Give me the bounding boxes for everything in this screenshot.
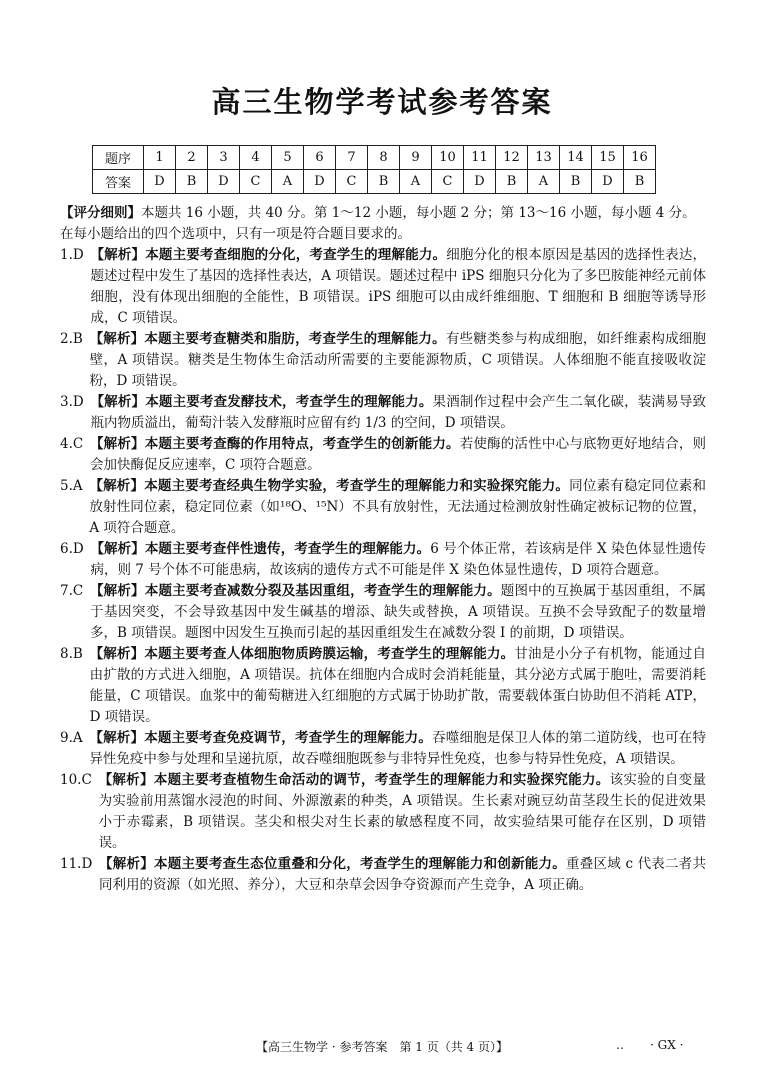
explanation-item <box>60 854 706 896</box>
question-number-cell: 6 <box>304 146 336 170</box>
answer-cell: C <box>240 170 272 194</box>
item-number: 9.A <box>60 730 83 746</box>
item-number: 3.D <box>60 394 84 410</box>
question-number-cell: 7 <box>336 146 368 170</box>
explanation-list <box>60 245 706 896</box>
item-lead: 本题主要考查细胞的分化，考查学生的理解能力。 <box>145 247 447 263</box>
analysis-tag: 【解析】 <box>89 478 145 494</box>
item-number: 2.B <box>60 331 83 347</box>
item-body: 该实验的自变量为实验前用蒸馏水浸泡的时间、外源激素的种类，A 项错误。生长素对豌豆幼苗茎段生长的促进效果小于赤霉素，B 项错误。茎尖和根尖对生长素的敏感程度不同，故实验结果可能存在区别，D 项错误。 <box>98 772 706 851</box>
item-number: 8.B <box>60 646 83 662</box>
answer-cell: A <box>272 170 304 194</box>
item-body: 细胞分化的根本原因是基因的选择性表达，题述过程中发生了基因的选择性表达，A 项错误。题述过程中 iPS 细胞只分化为了多巴胺能神经元前体细胞，没有体现出细胞的全能性，B 项错误。iPS 细胞可以由成纤维细胞、T 细胞和 B 细胞等诱导形成，C 项错误。 <box>90 247 707 326</box>
explanation-item <box>60 728 706 770</box>
question-number-cell: 5 <box>272 146 304 170</box>
item-lead: 本题主要考查酶的作用特点，考查学生的创新能力。 <box>144 436 460 452</box>
explanation-item <box>60 329 706 392</box>
explanation-item <box>60 770 706 854</box>
footer-code: · GX · <box>650 1038 684 1052</box>
item-number: 5.A <box>60 478 83 494</box>
answer-cell: A <box>528 170 560 194</box>
item-body: 果酒制作过程中会产生二氧化碳，装满易导致瓶内物质溢出，葡萄汁装入发酵瓶时应留有约 1/3 的空间，D 项错误。 <box>90 394 707 431</box>
rubric-text: 本题共 16 小题，共 40 分。第 1～12 小题，每小题 2 分；第 13～16 小题，每小题 4 分。在每小题给出的四个选项中，只有一项是符合题目要求的。 <box>60 205 696 242</box>
question-number-cell: 16 <box>624 146 656 170</box>
item-body: 重叠区域 c 代表二者共同利用的资源（如光照、养分），大豆和杂草会因争夺资源而产生竞争，A 项正确。 <box>99 856 706 893</box>
page-title: 高三生物学考试参考答案 <box>211 85 553 119</box>
explanation-item <box>60 245 706 329</box>
answer-cell: B <box>368 170 400 194</box>
item-body: 若使酶的活性中心与底物更好地结合，则会加快酶促反应速率，C 项符合题意。 <box>89 436 707 473</box>
explanation-item <box>60 581 706 644</box>
item-text <box>90 581 706 644</box>
item-text <box>90 329 706 392</box>
answer-cell: D <box>208 170 240 194</box>
item-lead: 本题主要考查发酵技术，考查学生的理解能力。 <box>145 394 433 410</box>
row-header: 题序 <box>93 146 144 170</box>
answer-cell: D <box>144 170 176 194</box>
item-text <box>90 434 706 476</box>
analysis-tag: 【解析】 <box>99 856 154 872</box>
item-lead: 本题主要考查免疫调节，考查学生的理解能力。 <box>144 730 433 746</box>
question-number-cell: 3 <box>208 146 240 170</box>
item-text <box>89 728 706 770</box>
explanation-item <box>60 476 706 539</box>
question-number-row <box>93 146 656 170</box>
answer-cell: D <box>464 170 496 194</box>
item-lead: 本题主要考查糖类和脂肪，考查学生的理解能力。 <box>144 331 446 347</box>
item-body: 有些糖类参与构成细胞，如纤维素构成细胞壁，A 项错误。糖类是生物体生命活动所需要的主要能源物质，C 项错误。人体细胞不能直接吸收淀粉，D 项错误。 <box>89 331 706 389</box>
item-lead: 本题主要考查伴性遗传，考查学生的理解能力。 <box>144 541 431 557</box>
item-text <box>90 539 706 581</box>
question-number-cell: 15 <box>592 146 624 170</box>
answer-cell: B <box>176 170 208 194</box>
item-lead: 本题主要考查经典生物学实验，考查学生的理解能力和实验探究能力。 <box>144 478 570 494</box>
question-number-cell: 10 <box>432 146 464 170</box>
explanation-item <box>60 434 706 476</box>
explanation-item <box>60 644 706 728</box>
item-text <box>90 644 706 728</box>
question-number-cell: 14 <box>560 146 592 170</box>
item-number: 7.C <box>60 583 84 599</box>
question-number-cell: 12 <box>496 146 528 170</box>
question-number-cell: 1 <box>144 146 176 170</box>
rubric-paragraph <box>60 203 706 245</box>
answer-cell: C <box>336 170 368 194</box>
question-number-cell: 11 <box>464 146 496 170</box>
analysis-tag: 【解析】 <box>89 583 145 599</box>
rubric-tag: 【评分细则】 <box>60 205 141 221</box>
answer-cell: A <box>400 170 432 194</box>
explanation-item <box>60 392 706 434</box>
analysis-tag: 【解析】 <box>89 730 145 746</box>
answer-cell: B <box>624 170 656 194</box>
analysis-tag: 【解析】 <box>89 331 145 347</box>
item-body: 甘油是小分子有机物，能通过自由扩散的方式进入细胞，A 项错误。抗体在细胞内合成时会消耗能量，其分泌方式属于胞吐，需要消耗能量，C 项错误。血浆中的葡萄糖进入红细胞的方式属于协助扩散，需要载体蛋白协助但不消耗 ATP，D 项错误。 <box>89 646 706 725</box>
analysis-tag: 【解析】 <box>90 394 146 410</box>
answer-cell: C <box>432 170 464 194</box>
item-body: 同位素有稳定同位素和放射性同位素，稳定同位素（如¹⁸O、¹⁵N）不具有放射性，无法通过检测放射性确定被标记物的位置，A 项符合题意。 <box>89 478 707 536</box>
item-lead: 本题主要考查植物生命活动的调节，考查学生的理解能力和实验探究能力。 <box>153 772 610 788</box>
footer-dots: ‥ <box>616 1038 625 1052</box>
answer-table <box>92 145 656 194</box>
item-lead: 本题主要考查生态位重叠和分化，考查学生的理解能力和创新能力。 <box>153 856 567 872</box>
explanations <box>60 203 706 896</box>
question-number-cell: 13 <box>528 146 560 170</box>
analysis-tag: 【解析】 <box>90 247 146 263</box>
row-header: 答案 <box>93 170 144 194</box>
item-body: 吞噬细胞是保卫人体的第二道防线，也可在特异性免疫中参与处理和呈递抗原，故吞噬细胞既参与非特异性免疫，也参与特异性免疫，A 项错误。 <box>89 730 707 767</box>
analysis-tag: 【解析】 <box>89 436 145 452</box>
answer-cell: D <box>592 170 624 194</box>
item-number: 11.D <box>60 856 93 872</box>
item-body: 题图中的互换属于基因重组，不属于基因突变，不会导致基因中发生碱基的增添、缺失或替换，A 项错误。互换不会导致配子的数量增多，B 项错误。题图中因发生互换而引起的基因重组发生在减数分裂 Ⅰ 的前期，D 项错误。 <box>89 583 707 641</box>
item-number: 10.C <box>60 772 92 788</box>
item-text <box>89 476 706 539</box>
item-lead: 本题主要考查人体细胞物质跨膜运输，考查学生的理解能力。 <box>144 646 515 662</box>
answer-cell: B <box>496 170 528 194</box>
answer-row <box>93 170 656 194</box>
item-number: 4.C <box>60 436 84 452</box>
question-number-cell: 2 <box>176 146 208 170</box>
question-number-cell: 9 <box>400 146 432 170</box>
analysis-tag: 【解析】 <box>98 772 154 788</box>
item-number: 1.D <box>60 247 84 263</box>
footer-page-info: 【高三生物学 · 参考答案 第 1 页（共 4 页）】 <box>256 1040 508 1054</box>
analysis-tag: 【解析】 <box>89 646 145 662</box>
item-number: 6.D <box>60 541 84 557</box>
question-number-cell: 8 <box>368 146 400 170</box>
answer-cell: D <box>304 170 336 194</box>
explanation-item <box>60 539 706 581</box>
item-text <box>99 770 706 854</box>
item-text <box>99 854 706 896</box>
answer-cell: B <box>560 170 592 194</box>
item-lead: 本题主要考查减数分裂及基因重组，考查学生的理解能力。 <box>144 583 501 599</box>
question-number-cell: 4 <box>240 146 272 170</box>
item-text <box>90 392 706 434</box>
item-text <box>90 245 706 329</box>
item-body: 6 号个体正常，若该病是伴 X 染色体显性遗传病，则 7 号个体不可能患病，故该病的遗传方式不可能是伴 X 染色体显性遗传，D 项符合题意。 <box>90 541 707 578</box>
analysis-tag: 【解析】 <box>90 541 145 557</box>
